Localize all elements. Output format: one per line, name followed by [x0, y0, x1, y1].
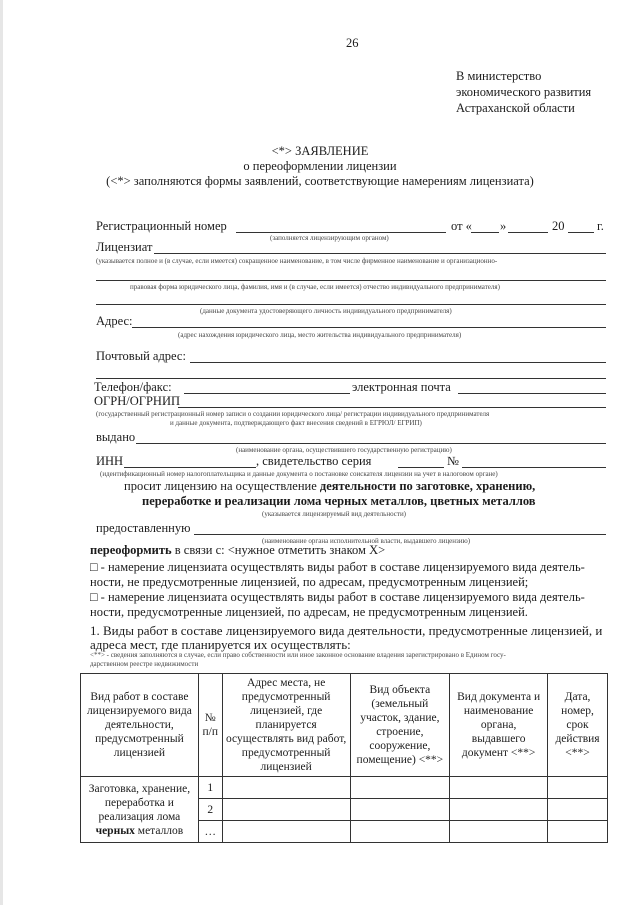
table-cell[interactable]	[350, 799, 450, 821]
table-header-cell: Вид документа и наименование органа, выдавшего документ <**>	[450, 674, 548, 777]
request-line-2: переработке и реализации лома черных металлов, цветных металлов	[142, 494, 536, 508]
reg-year-field[interactable]	[568, 232, 594, 233]
licensee-hint-3: (данные документа удостоверяющего личность индивидуального предпринимателя)	[200, 307, 452, 315]
row-number-cell: 2	[198, 799, 222, 821]
option-1-line: □ - намерение лицензиата осуществлять виды работ в составе лицензируемого вида деятель-	[90, 560, 585, 574]
option-2-line: ности, предусмотренные лицензией, по адресам, не предусмотренным лицензией.	[90, 604, 528, 619]
request-line-1	[124, 479, 535, 494]
scan-edge	[0, 0, 3, 905]
table-cell[interactable]	[548, 799, 608, 821]
option-1-line: ности, не предусмотренные лицензией, по адресам, предусмотренным лицензией;	[90, 574, 529, 589]
licensee-hint-1: (указывается полное и (в случае, если имеется) сокращенное наименование, в том числе фирменное наименование и организационно-	[96, 257, 498, 265]
email-label: электронная почта	[352, 380, 451, 394]
table-cell[interactable]	[450, 821, 548, 843]
phone-field[interactable]	[184, 393, 350, 394]
cert-series-field[interactable]	[398, 467, 444, 468]
reg-number-field[interactable]	[236, 232, 446, 233]
doc-subtitle: о переоформлении лицензии	[243, 159, 397, 173]
inn-field[interactable]	[124, 467, 256, 468]
reg-year-prefix: 20	[552, 219, 565, 233]
reg-from: от «	[451, 219, 472, 233]
address-label: Адрес:	[96, 314, 133, 328]
option-2[interactable]	[90, 590, 585, 619]
table-header-cell: № п/п	[198, 674, 222, 777]
table-header-cell: Вид работ в составе лицензируемого вида деятельности, предусмотренный лицензией	[81, 674, 199, 777]
section1-line-2: адреса мест, где планируется их осуществлять:	[90, 637, 351, 652]
page-number: 26	[346, 36, 359, 50]
cert-num-label: №	[447, 454, 459, 468]
inn-label: ИНН	[96, 454, 124, 468]
section1-footnote-2: дарственном реестре недвижимости	[90, 660, 199, 668]
ogrn-hint-1: (государственный регистрационный номер записи о создании юридического лица/ регистрации индивидуального предпринимателя	[96, 410, 490, 418]
row-number-cell: …	[198, 821, 222, 843]
reg-label: Регистрационный номер	[96, 219, 227, 233]
option-2-line: □ - намерение лицензиата осуществлять виды работ в составе лицензируемого вида деятель-	[90, 590, 585, 604]
doc-note: (<*> заполняются формы заявлений, соответствующие намерениям лицензиата)	[106, 174, 534, 188]
provided-field[interactable]	[194, 534, 606, 535]
reg-quote-close: »	[500, 219, 507, 233]
address-hint: (адрес нахождения юридического лица, место жительства индивидуального предпринимателя)	[178, 331, 462, 339]
work-type-bold: черных	[95, 824, 135, 837]
cert-number-field[interactable]	[462, 467, 606, 468]
table-header-cell: Вид объекта (земельный участок, здание, строение, сооружение, помещение) <**>	[350, 674, 450, 777]
table-cell[interactable]	[450, 799, 548, 821]
work-type-end: металлов	[134, 824, 184, 837]
reg-day-field[interactable]	[471, 232, 499, 233]
section1-footnote-1: <**> - сведения заполняются в случае, если право собственности или иное законное основание владения зарегистрировано в Едином госу-	[90, 651, 506, 659]
issued-field[interactable]	[136, 443, 606, 444]
doc-title: <*> ЗАЯВЛЕНИЕ	[271, 144, 369, 158]
addressee-line: Астраханской области	[456, 101, 575, 115]
addressee-line: экономического развития	[456, 85, 592, 99]
table-cell[interactable]	[450, 777, 548, 799]
request-text: просит лицензию на осуществление	[124, 479, 320, 493]
issued-hint: (наименование органа, осуществившего государственную регистрацию)	[236, 446, 452, 454]
phone-label: Телефон/факс:	[94, 380, 172, 394]
table-cell[interactable]	[548, 777, 608, 799]
email-field[interactable]	[458, 393, 606, 394]
licensee-field-3[interactable]	[96, 304, 606, 305]
inn-hint: (идентификационный номер налогоплательщика и данные документа о постановке соискателя лицензии на учет в налоговом органе)	[100, 470, 498, 478]
section1-line-1: 1. Виды работ в составе лицензируемого вида деятельности, предусмотренные лицензией, и	[90, 623, 603, 638]
table-header-cell: Адрес места, не предусмотренный лицензией, где планируется осуществлять вид работ, предусмотренный лицензией	[222, 674, 350, 777]
works-table	[80, 673, 608, 843]
request-activity: деятельности по заготовке, хранению,	[319, 479, 536, 493]
table-cell[interactable]	[350, 821, 450, 843]
table-cell[interactable]	[350, 777, 450, 799]
request-hint: (указывается лицензируемый вид деятельности)	[262, 510, 407, 518]
reg-year-suffix: г.	[597, 219, 604, 233]
addressee-line: В министерство	[456, 69, 542, 83]
licensee-field-2[interactable]	[96, 280, 606, 281]
addressee	[456, 68, 591, 116]
table-header-cell: Дата, номер, срок действия <**>	[548, 674, 608, 777]
provided-label: предоставленную	[96, 521, 191, 535]
row-number-cell: 1	[198, 777, 222, 799]
licensee-field[interactable]	[154, 253, 606, 254]
ogrn-hint-2: и данные документа, подтверждающего факт внесения сведений в ЕГРЮЛ/ ЕГРИП)	[170, 419, 422, 427]
work-type-cell	[81, 777, 199, 843]
postal-field[interactable]	[190, 362, 606, 363]
reformat-rest: в связи с: <нужное отметить знаком	[171, 543, 366, 557]
ogrn-field[interactable]	[178, 407, 606, 408]
reg-hint: (заполняется лицензирующим органом)	[270, 234, 389, 242]
table-cell[interactable]	[548, 821, 608, 843]
postal-field-2[interactable]	[96, 378, 606, 379]
inn-cert-label: , свидетельство серия	[256, 454, 372, 468]
table-cell[interactable]	[222, 777, 350, 799]
table-header-row	[81, 674, 608, 777]
reg-month-field[interactable]	[508, 232, 548, 233]
provided-hint: (наименование органа исполнительной власти, выдавшего лицензию)	[262, 537, 471, 545]
issued-label: выдано	[96, 430, 136, 444]
reformat-line	[90, 543, 385, 558]
address-field[interactable]	[132, 327, 606, 328]
licensee-label: Лицензиат	[96, 240, 153, 254]
reformat-mark: X>	[369, 543, 386, 557]
table-cell[interactable]	[222, 799, 350, 821]
reformat-bold: переоформить	[90, 543, 172, 557]
work-type-text: Заготовка, хранение, переработка и реализация лома	[88, 782, 191, 823]
table-row	[81, 777, 608, 799]
ogrn-label: ОГРН/ОГРНИП	[94, 394, 180, 408]
licensee-hint-2: правовая форма юридического лица, фамилия, имя и (в случае, если имеется) отчество индивидуального предпринимателя)	[130, 283, 500, 291]
option-1[interactable]	[90, 560, 585, 589]
table-cell[interactable]	[222, 821, 350, 843]
postal-label: Почтовый адрес:	[96, 349, 186, 363]
